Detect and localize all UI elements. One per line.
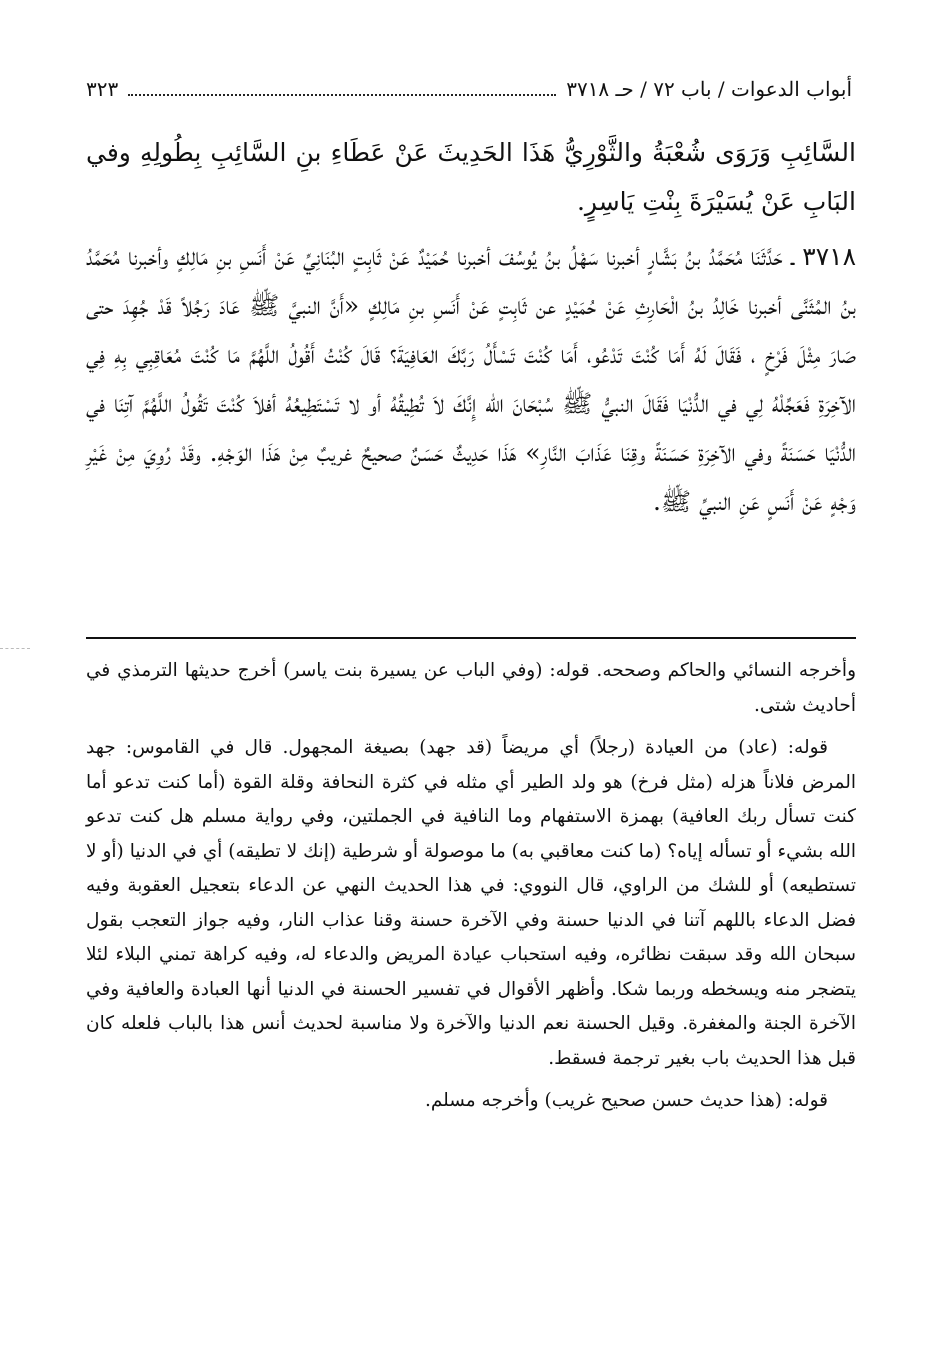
footnote-separator bbox=[86, 637, 856, 639]
note-paragraph: قوله: (هذا حديث حسن صحيح غريب) وأخرجه مسلم. bbox=[424, 1090, 828, 1111]
page-header bbox=[86, 72, 852, 106]
continuation-paragraph: السَّائِبِ وَرَوَى شُعْبَةُ والثَّوْرِيُّ هَذَا الحَدِيثَ عَنْ عَطَاءِ بنِ السَّائِبِ بِطُولِهِ وفي البَابِ عَنْ يُسَيْرَةَ بِنْتِ يَاسِرٍ. bbox=[86, 138, 856, 216]
header-dot-leader bbox=[128, 94, 556, 96]
running-title: أبواب الدعوات / باب ٧٢ / حـ ٣٧١٨ bbox=[566, 77, 852, 101]
note-paragraph: وأخرجه النسائي والحاكم وصححه. قوله: (وفي الباب عن يسيرة بنت ياسر) أخرج حديثها الترمذي في أحاديث شتى. bbox=[86, 660, 856, 716]
commentary-notes bbox=[86, 654, 856, 1127]
main-text bbox=[86, 128, 856, 526]
note-paragraph: قوله: (عاد) من العيادة (رجلاً) أي مريضاً (قد جهد) بصيغة المجهول. قال في القاموس: جهد المرض فلاناً هزله (مثل فرخ) هو ولد الطير أي مثله في كثرة النحافة وقلة القوة (أما كنت تدعو أما كنت تسأل ربك العافية) بهمزة الاستفهام وما النافية في الجملتين، وفي رواية مسلم هل كنت تدعو الله بشيء أو تسأله إياه؟ (ما كنت معاقبي به) ما موصولة أو شرطية (إنك لا تطيقه) أي في الدنيا (أو لا تستطيعه) أو للشك من الراوي، قال النووي: في هذا الحديث النهي عن الدعاء بتعجيل العقوبة وفيه فضل الدعاء باللهم آتنا في الدنيا حسنة وفي الآخرة حسنة وقنا عذاب النار، وفيه جواز التعجب بقول سبحان الله وقد سبقت نظائره، وفيه استحباب عيادة المريض والدعاء له، وفيه كراهة تمني البلاء لئلا يتضجر منه ويسخطه وربما شكا. وأظهر الأقوال في تفسير الحسنة في الدنيا أنها العبادة والعافية وفي الآخرة الجنة والمغفرة. وقيل الحسنة نعم الدنيا والآخرة ولا مناسبة لحديث أنس هذا بالباب فلعله كان قبل هذا الحديث باب بغير ترجمة فسقط. bbox=[86, 737, 856, 1069]
scan-artifact bbox=[0, 648, 30, 655]
page-number: ٣٢٣ bbox=[86, 77, 119, 101]
hadith-paragraph: ٣٧١٨ ـ حَدَّثَنَا مُحَمَّدُ بنُ بَشَّارٍ أخبرنا سَهْلُ بنُ يُوسُفَ أخبرنا حُمَيْدٌ عَنْ ثَابِتٍ البُنَانِيِّ عَنْ أَنَسِ بنِ مَالِكٍ وأخبرنا مُحَمَّدُ بنُ المُثَنَّى أخبرنا خَالِدُ بنُ الْحَارِثِ عَنْ حُمَيْدٍ عن ثَابِتٍ عَنْ أَنَسِ بنِ مَالِكٍ «أَنَّ النبيَّ ﷺ عَادَ رَجُلاً قَدْ جُهِدَ حتى صَارَ مِثْلَ فَرْخٍ ، فَقَالَ لَهُ أَمَا كُنْتَ تَدْعُو، أَمَا كُنْتَ تَسْأَلُ رَبَّكَ العَافِيَةَ؟ قَالَ كُنْتُ أَقُولُ اللَّهُمَّ مَا كُنْتَ مُعَاقِبِي بِهِ فِي الآخِرَةِ فَعَجِّلْهُ لِي في الدُّنْيَا فَقَالَ النبيُّ ﷺ سُبْحَانَ الله إِنَّكَ لاَ تُطِيقُهُ أو لا تَسْتَطِيعُهُ أفلاَ كُنْتَ تَقُولُ اللَّهُمَّ آتِنَا في الدُّنْيَا حَسَنَةً وفي الآخِرَةِ حَسَنَةً وقِنَا عَذَابَ النَّارِ» هَذَا حَدِيثٌ حَسَنٌ صحيحٌ غريبٌ مِنْ هَذَا الوَجْهِ. وقَدْ رُوِيَ مِنْ غَيْرِ وَجْهٍ عَنْ أَنَسٍ عَنِ النبيِّ ﷺ. bbox=[86, 242, 856, 516]
